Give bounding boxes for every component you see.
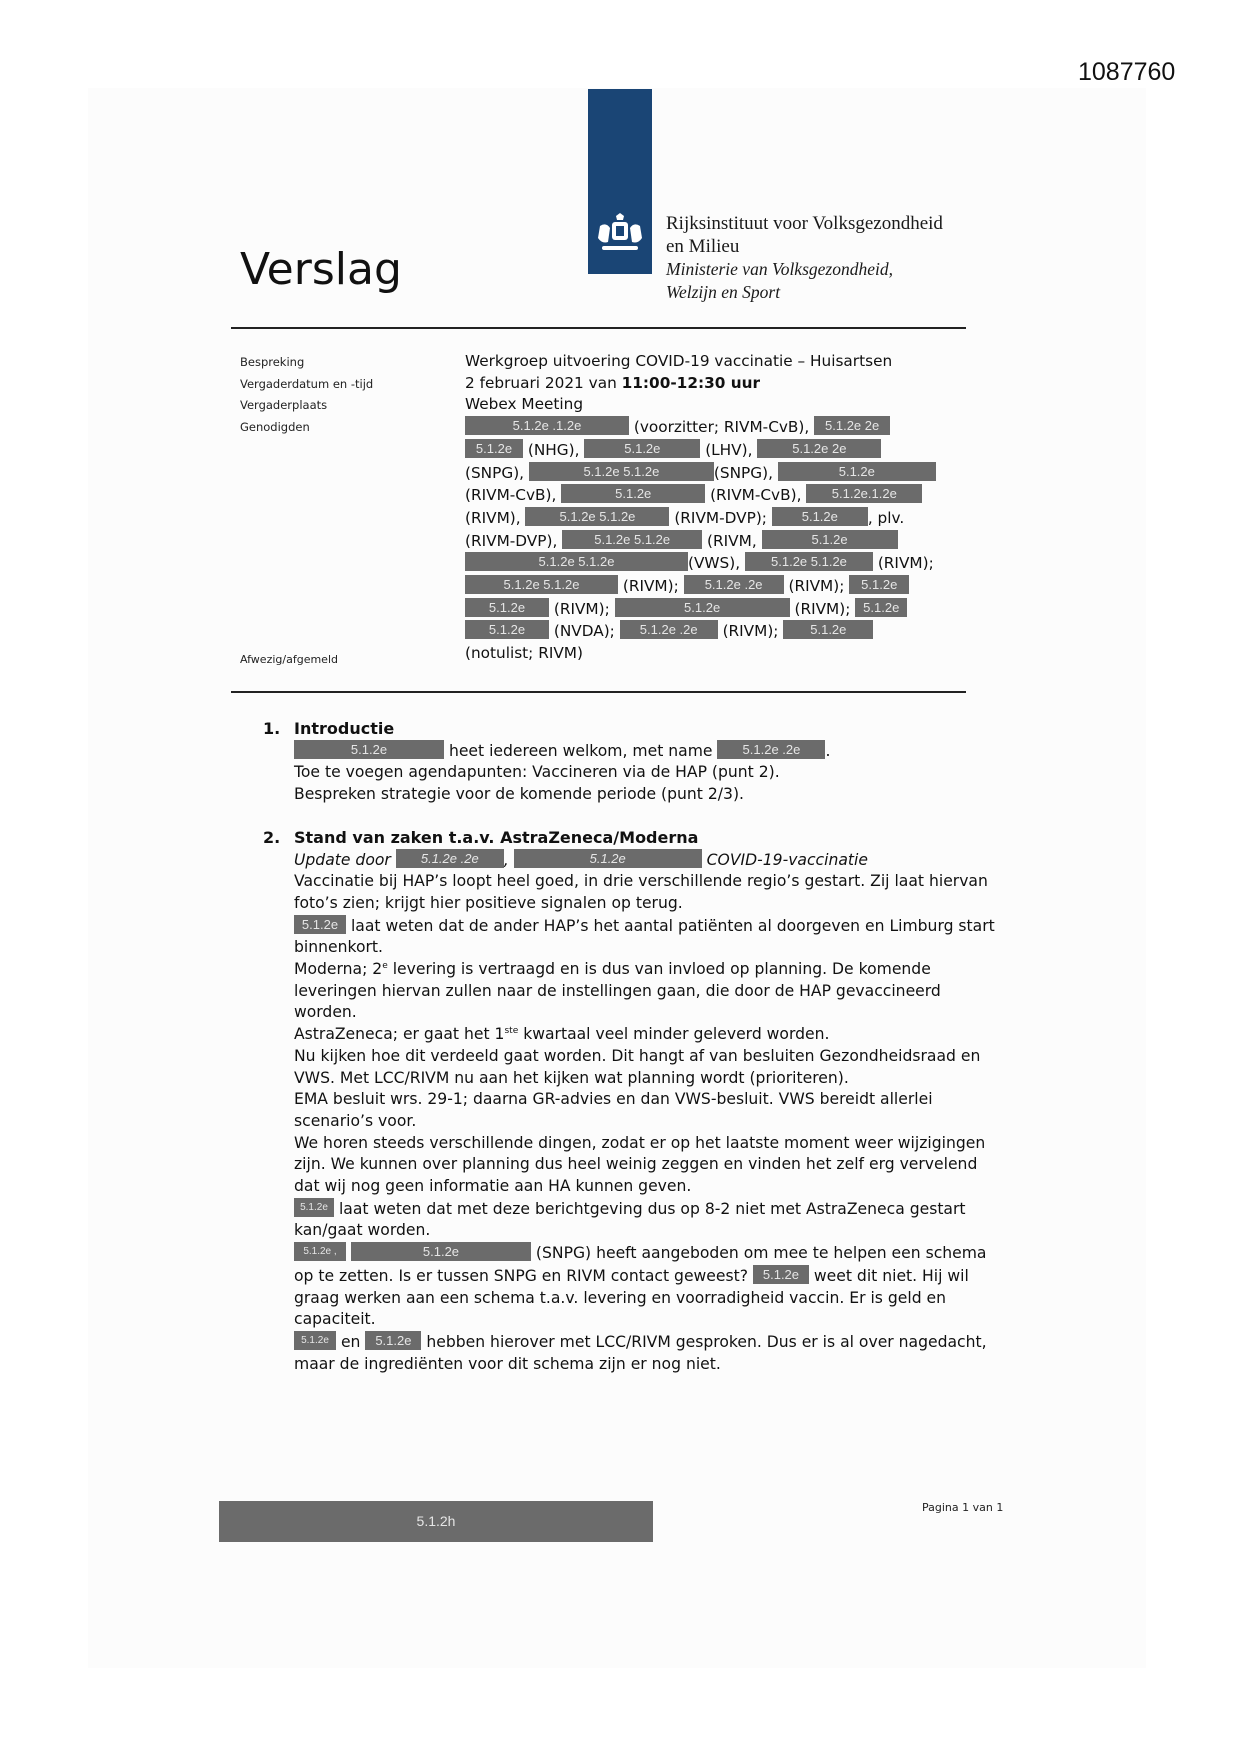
text: COVID-19-vaccinatie — [701, 850, 868, 869]
footer-redaction: 5.1.2h — [219, 1501, 653, 1542]
text: , — [503, 850, 514, 869]
section-heading-1 — [263, 718, 1003, 740]
text: (RIVM); — [549, 599, 615, 618]
text: (NVDA); — [549, 622, 620, 641]
section-2-content — [263, 849, 1003, 1376]
text: . — [825, 741, 831, 760]
paragraph: Vaccinatie bij HAP’s loopt heel goed, in drie verschillende regio’s gestart. Zij laat hiervan foto’s zien; krijgt hier positieve signalen op terug. — [294, 872, 988, 912]
superscript: e — [382, 960, 388, 971]
text: en — [336, 1332, 366, 1351]
datum-value — [465, 373, 965, 395]
section-number: 1. — [263, 719, 281, 738]
paragraph: Bespreken strategie voor de komende periode (punt 2/3). — [294, 785, 745, 804]
page-title: Verslag — [240, 244, 402, 295]
redaction: 5.1.2e .2e — [717, 740, 825, 759]
redaction: 5.1.2e — [351, 1242, 531, 1261]
redaction: 5.1.2e , — [294, 1242, 346, 1261]
text: Update door — [294, 850, 396, 869]
section-number: 2. — [263, 827, 281, 847]
text: (LHV), — [700, 440, 758, 459]
redaction: 5.1.2e — [753, 1265, 809, 1284]
section-heading-2 — [263, 827, 1003, 849]
redaction: 5.1.2e — [584, 439, 700, 458]
text: (notulist; RIVM) — [465, 644, 583, 663]
label-datum: Vergaderdatum en -tijd — [240, 376, 374, 391]
redaction: 5.1.2e — [365, 1331, 421, 1350]
datum-text: 2 februari 2021 van — [465, 373, 622, 392]
text: (SNPG), — [465, 463, 529, 482]
text: AstraZeneca; er gaat het 1 — [294, 1025, 505, 1044]
text: (RIVM-CvB), — [705, 486, 807, 505]
text: Moderna; 2 — [294, 960, 383, 979]
plaats-value: Webex Meeting — [465, 395, 584, 414]
redaction: 5.1.2e — [294, 740, 444, 759]
text: laat weten dat met deze berichtgeving dus op 8-2 niet met AstraZeneca gestart kan/gaat worden. — [294, 1199, 966, 1240]
text: laat weten dat de ander HAP’s het aantal patiënten al doorgeven en Limburg start binnenkort. — [294, 916, 995, 957]
redaction: 5.1.2e 2e — [757, 439, 881, 458]
section-title: Stand van zaken t.a.v. AstraZeneca/Moderna — [294, 827, 699, 847]
organisation-name — [666, 212, 943, 304]
text: , plv. — [867, 508, 905, 527]
redaction: 5.1.2e 5.1.2e — [745, 552, 873, 571]
org-line-4: Welzijn en Sport — [666, 282, 781, 302]
header-divider — [231, 327, 966, 329]
bespreking-value: Werkgroep uitvoering COVID-19 vaccinatie – Huisartsen — [465, 352, 893, 370]
redaction: 5.1.2e 5.1.2e — [562, 530, 702, 549]
redaction: 5.1.2e 2e — [814, 416, 890, 435]
page-number: Pagina 1 van 1 — [922, 1501, 1004, 1514]
redaction: 5.1.2e — [465, 620, 549, 639]
redaction: 5.1.2e 5.1.2e — [465, 552, 688, 571]
redaction: 5.1.2e .2e — [620, 620, 718, 639]
redaction: 5.1.2e — [465, 439, 523, 458]
label-genodigden: Genodigden — [240, 419, 310, 434]
text: (RIVM); — [717, 622, 784, 641]
label-plaats: Vergaderplaats — [240, 398, 328, 412]
section-1-content — [263, 740, 1003, 806]
text: heet iedereen welkom, met name — [444, 741, 718, 760]
text: hebben hierover met LCC/RIVM gesproken. Dus er is al over nagedacht, maar de ingrediënten voor dit schema zijn er nog niet. — [294, 1332, 987, 1373]
text: kwartaal veel minder geleverd worden. — [518, 1025, 830, 1044]
redaction: 5.1.2e — [615, 598, 790, 617]
text: (SNPG), — [713, 463, 778, 482]
label-bespreking: Bespreking — [240, 355, 305, 369]
label-afwezig: Afwezig/afgemeld — [240, 653, 338, 666]
redaction: 5.1.2e — [778, 462, 936, 481]
paragraph: Toe te voegen agendapunten: Vaccineren via de HAP (punt 2). — [294, 763, 780, 782]
org-line-2: en Milieu — [666, 236, 740, 257]
text: (RIVM-CvB), — [465, 486, 562, 505]
redaction: 5.1.2e — [849, 575, 909, 594]
text: (RIVM); — [618, 577, 684, 596]
text: levering is vertraagd en is dus van invloed op planning. De komende leveringen hiervan zullen naar de instellingen gaan, die door de HAP gevaccineerd worden. — [294, 960, 941, 1022]
text: (VWS), — [688, 554, 745, 573]
text: (RIVM); — [872, 554, 934, 573]
redaction: 5.1.2e — [772, 507, 868, 526]
redaction: 5.1.2e — [561, 484, 705, 503]
text: (voorzitter; RIVM-CvB), — [629, 418, 815, 437]
redaction: 5.1.2e.1.2e — [806, 484, 922, 503]
text: (NHG), — [523, 440, 585, 459]
redaction: 5.1.2e .2e — [684, 575, 784, 594]
redaction: 5.1.2e — [294, 1331, 336, 1350]
paragraph: EMA besluit wrs. 29-1; daarna GR-advies en dan VWS-besluit. VWS bereidt allerlei scenario’s voor. — [294, 1090, 933, 1130]
redaction: 5.1.2e — [783, 620, 873, 639]
text: (RIVM), — [465, 508, 526, 527]
text: weet dit niet. Hij wil graag werken aan een schema t.a.v. levering en voorradigheid vaccin. Er is geld en capaciteit. — [294, 1266, 969, 1329]
meta-labels — [240, 352, 373, 438]
section-title: Introductie — [294, 719, 395, 738]
datum-time: 11:00-12:30 uur — [621, 373, 761, 392]
redaction: 5.1.2e — [294, 1198, 334, 1217]
paragraph: We horen steeds verschillende dingen, zodat er op het laatste moment weer wijzigingen zijn. We kunnen over planning dus heel weinig zeggen en vinden het zelf erg vervelend dat wij nog geen informatie aan HA kunnen geven. — [294, 1133, 986, 1196]
meta-values — [465, 351, 965, 665]
text: (RIVM-DVP), — [465, 531, 563, 550]
paragraph: Nu kijken hoe dit verdeeld gaat worden. Dit hangt af van besluiten Gezondheidsraad en VWS. Met LCC/RIVM nu aan het kijken wat planning wordt (prioriteren). — [294, 1046, 981, 1087]
royal-crest-icon — [592, 212, 648, 260]
minutes-body — [263, 718, 1003, 1375]
redaction: 5.1.2e — [465, 598, 549, 617]
org-line-3: Ministerie van Volksgezondheid, — [666, 259, 893, 279]
redaction: 5.1.2e .2e — [396, 849, 504, 868]
document-id: 1087760 — [1078, 58, 1176, 86]
text: (RIVM, — [702, 531, 762, 550]
redaction: 5.1.2e .1.2e — [465, 416, 629, 435]
redaction: 5.1.2e — [762, 530, 898, 549]
text: (SNPG) heeft aangeboden om mee te helpen een schema op te zetten. Is er tussen SNPG en RIVM contact geweest? — [294, 1244, 987, 1285]
redaction: 5.1.2e 5.1.2e — [525, 507, 669, 526]
redaction: 5.1.2e — [514, 849, 702, 868]
meta-divider — [231, 691, 966, 693]
redaction: 5.1.2e — [294, 915, 346, 934]
text: (RIVM); — [789, 599, 856, 618]
text: (RIVM); — [783, 577, 850, 596]
redaction: 5.1.2e 5.1.2e — [529, 462, 714, 481]
genodigden-list — [465, 416, 965, 665]
redaction: 5.1.2e — [855, 598, 907, 617]
org-line-1: Rijksinstituut voor Volksgezondheid — [666, 213, 943, 234]
text: (RIVM-DVP); — [669, 508, 772, 527]
superscript: ste — [504, 1025, 519, 1036]
redaction: 5.1.2e 5.1.2e — [465, 575, 618, 594]
